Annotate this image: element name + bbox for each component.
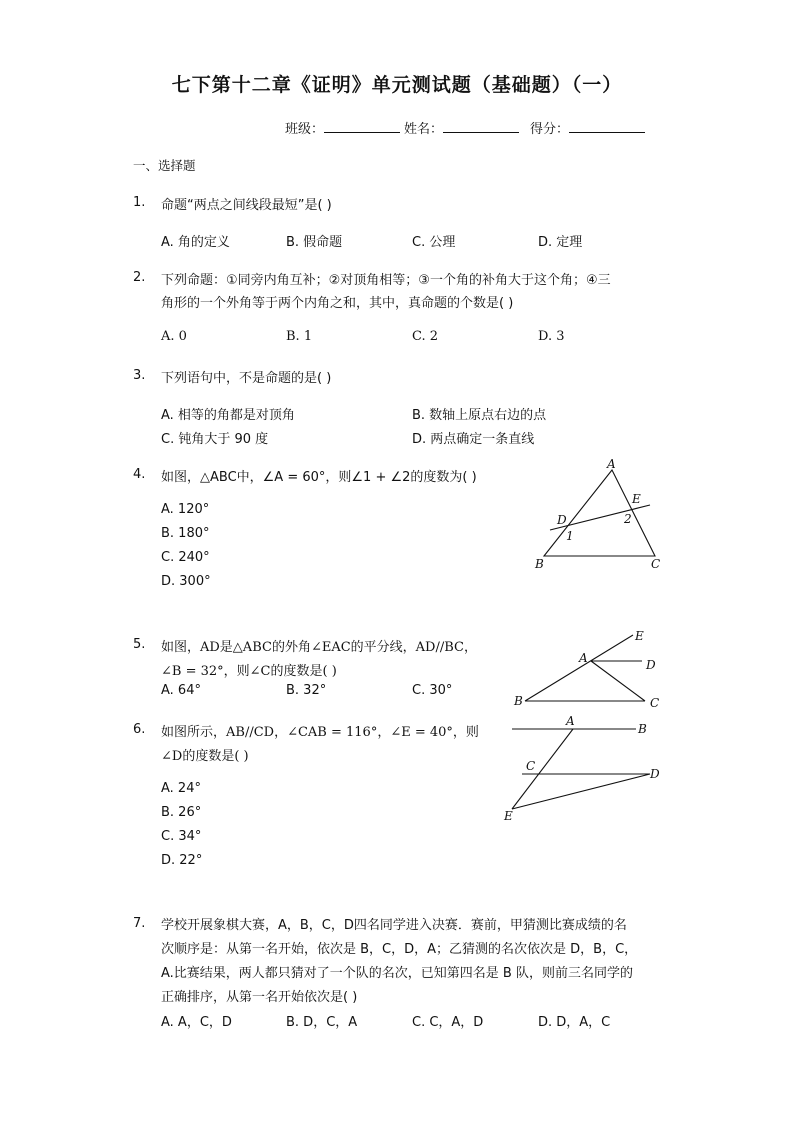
- label-a: A: [579, 651, 588, 665]
- option-c: C. 240°: [161, 550, 210, 565]
- option-a: A. 24°: [161, 781, 201, 796]
- label-d: D: [650, 767, 660, 781]
- line-ac: [591, 661, 645, 701]
- option-b: B. 180°: [161, 526, 210, 541]
- label-c: C: [526, 759, 536, 773]
- option-a: A. 相等的角都是对顶角: [161, 408, 295, 423]
- figure-exterior-angle: [505, 625, 675, 715]
- line-ae: [512, 729, 573, 809]
- question-text: ∠B = 32°，则∠C的度数是( ): [161, 664, 337, 679]
- option-c: C. 2: [412, 329, 439, 344]
- label-angle-1: 1: [566, 529, 574, 543]
- question-text: 下列命题：①同旁内角互补；②对顶角相等；③一个角的补角大于这个角；④三: [161, 273, 611, 288]
- score-label: 得分：: [530, 122, 570, 137]
- option-a: A. A，C，D: [161, 1015, 232, 1030]
- question-text: 如图，△ABC中，∠A = 60°，则∠1 + ∠2的度数为( ): [161, 470, 477, 485]
- label-d: D: [557, 513, 567, 527]
- label-b: B: [638, 722, 647, 736]
- label-b: B: [535, 557, 544, 571]
- question-text: 正确排序，从第一名开始依次是( ): [161, 990, 358, 1005]
- option-b: B. 26°: [161, 805, 202, 820]
- option-d: D. 300°: [161, 574, 211, 589]
- class-field: [285, 118, 400, 137]
- question-text: 命题“两点之间线段最短”是( ): [161, 198, 332, 213]
- score-field: [530, 118, 645, 137]
- question-text: 如图所示，AB//CD，∠CAB = 116°，∠E = 40°，则: [161, 725, 479, 740]
- label-c: C: [650, 696, 660, 710]
- label-e: E: [632, 492, 641, 506]
- option-d: D. D，A，C: [538, 1015, 611, 1030]
- score-blank: [569, 118, 645, 133]
- label-d: D: [646, 658, 656, 672]
- question-text: 下列语句中，不是命题的是( ): [161, 371, 332, 386]
- option-d: D. 两点确定一条直线: [412, 432, 535, 447]
- label-angle-2: 2: [624, 512, 632, 526]
- label-e: E: [635, 629, 644, 643]
- option-b: B. 32°: [286, 683, 327, 698]
- figure-parallel-lines: [500, 712, 670, 827]
- option-a: A. 0: [161, 329, 187, 344]
- question-number: 6.: [133, 722, 146, 737]
- line-be: [525, 635, 633, 701]
- option-d: D. 22°: [161, 853, 203, 868]
- question-text: 学校开展象棋大赛，A，B，C，D四名同学进入决赛．赛前，甲猜测比赛成绩的名: [161, 918, 627, 933]
- question-text: ∠D的度数是( ): [161, 749, 249, 764]
- question-number: 5.: [133, 637, 146, 652]
- class-blank: [324, 118, 400, 133]
- option-b: B. 假命题: [286, 235, 343, 250]
- question-text: 次顺序是：从第一名开始，依次是 B，C，D，A；乙猜测的名次依次是 D，B，C，: [161, 942, 638, 957]
- section-heading: 一、选择题: [133, 158, 196, 173]
- question-text: A.比赛结果，两人都只猜对了一个队的名次，已知第四名是 B 队，则前三名同学的: [161, 966, 633, 981]
- question-number: 3.: [133, 368, 146, 383]
- question-text: 如图，AD是△ABC的外角∠EAC的平分线，AD//BC，: [161, 640, 477, 655]
- option-b: B. D，C，A: [286, 1015, 358, 1030]
- question-number: 1.: [133, 195, 146, 210]
- name-blank: [443, 118, 519, 133]
- label-e: E: [504, 809, 513, 823]
- line-ed: [512, 774, 650, 809]
- figure-triangle-abc: [520, 455, 670, 575]
- option-c: C. 34°: [161, 829, 202, 844]
- option-c: C. 钝角大于 90 度: [161, 432, 269, 447]
- option-a: A. 角的定义: [161, 235, 230, 250]
- option-c: C. 30°: [412, 683, 453, 698]
- option-a: A. 64°: [161, 683, 201, 698]
- page-title: 七下第十二章《证明》单元测试题（基础题）（一）: [171, 74, 623, 96]
- label-a: A: [566, 714, 575, 728]
- name-label: 姓名：: [404, 122, 444, 137]
- option-d: D. 3: [538, 329, 565, 344]
- name-field: [404, 118, 519, 137]
- question-number: 2.: [133, 270, 146, 285]
- question-number: 7.: [133, 916, 146, 931]
- option-b: B. 数轴上原点右边的点: [412, 408, 547, 423]
- class-label: 班级：: [285, 122, 325, 137]
- option-c: C. 公理: [412, 235, 456, 250]
- label-a: A: [607, 457, 616, 471]
- option-c: C. C，A，D: [412, 1015, 484, 1030]
- label-b: B: [514, 694, 523, 708]
- label-c: C: [651, 557, 661, 571]
- option-d: D. 定理: [538, 235, 583, 250]
- question-number: 4.: [133, 467, 146, 482]
- option-b: B. 1: [286, 329, 313, 344]
- question-text: 角形的一个外角等于两个内角之和，其中，真命题的个数是( ): [161, 296, 514, 311]
- option-a: A. 120°: [161, 502, 210, 517]
